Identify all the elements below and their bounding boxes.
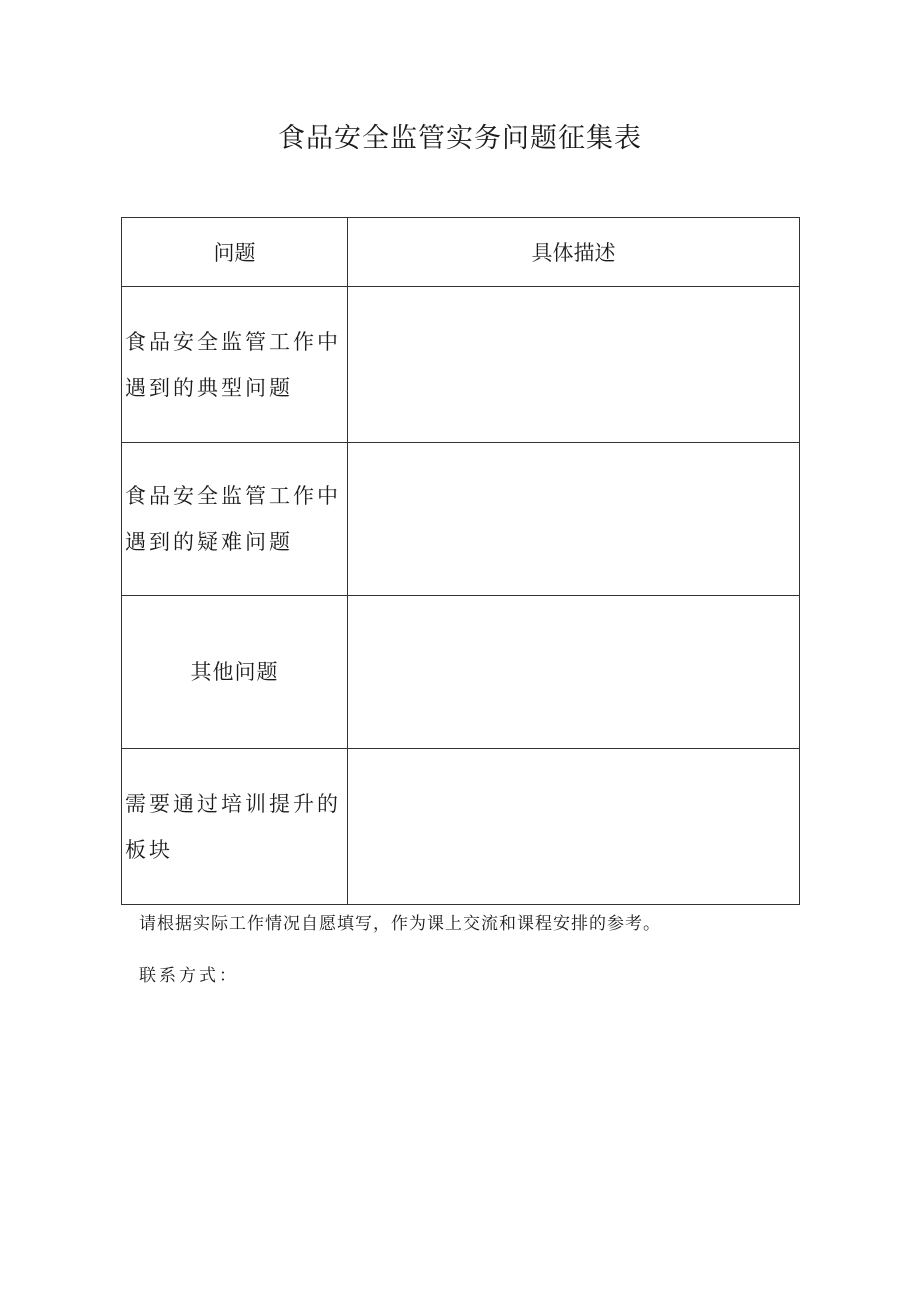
question-cell: 食品安全监管工作中遇到的疑难问题 — [122, 443, 348, 596]
table-row — [122, 749, 800, 905]
description-cell[interactable] — [348, 287, 800, 443]
table-row — [122, 443, 800, 596]
table-header-row — [122, 218, 800, 287]
header-question: 问题 — [122, 218, 348, 287]
table-row — [122, 287, 800, 443]
description-cell[interactable] — [348, 596, 800, 749]
page-title: 食品安全监管实务问题征集表 — [278, 123, 642, 154]
contact-label: 联系方式： — [139, 966, 239, 986]
survey-table — [121, 217, 800, 905]
question-cell: 需要通过培训提升的板块 — [122, 749, 348, 905]
question-cell: 其他问题 — [122, 596, 348, 749]
header-description: 具体描述 — [348, 218, 800, 287]
description-cell[interactable] — [348, 749, 800, 905]
table-row — [122, 596, 800, 749]
description-cell[interactable] — [348, 443, 800, 596]
footer-note: 请根据实际工作情况自愿填写，作为课上交流和课程安排的参考。 — [139, 914, 661, 934]
question-cell: 食品安全监管工作中遇到的典型问题 — [122, 287, 348, 443]
